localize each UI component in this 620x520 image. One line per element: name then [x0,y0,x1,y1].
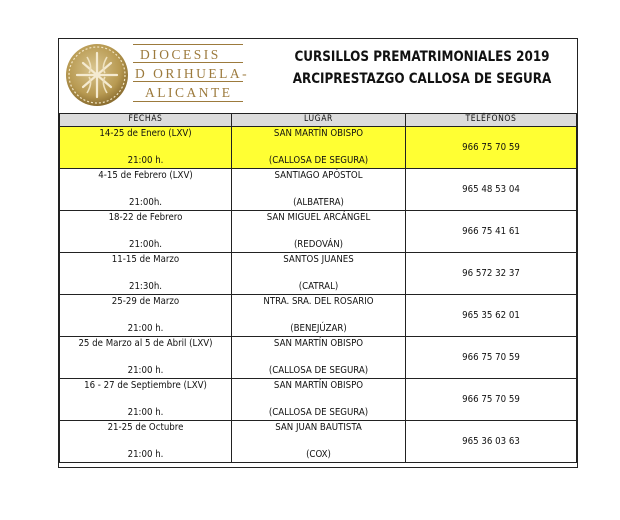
telefono-cell: 965 36 03 63 [406,421,577,463]
telefono-cell: 966 75 70 59 [406,127,577,169]
table-row [60,379,577,421]
header-telefonos: TELÉFONOS [406,114,577,127]
fecha-text: 18-22 de Febrero [108,212,183,223]
parroquia-text: SANTIAGO APÓSTOL [274,170,363,181]
header-lugar: LUGAR [232,114,406,127]
logo-line-1: DIOCESIS [140,47,221,62]
lugar-cell [232,211,406,253]
fecha-cell [60,337,232,379]
localidad-text: (COX) [306,449,331,460]
lugar-cell [232,253,406,295]
fecha-text: 25 de Marzo al 5 de Abril (LXV) [78,338,213,349]
lugar-cell [232,127,406,169]
telefono-cell: 965 35 62 01 [406,295,577,337]
localidad-text: (CALLOSA DE SEGURA) [268,365,369,376]
hora-text: 21:00 h. [127,323,164,334]
fecha-text: 4-15 de Febrero (LXV) [98,170,193,181]
logo-line-3: ALICANTE [145,85,233,100]
hora-text: 21:00 h. [127,407,164,418]
table-row [60,337,577,379]
fecha-cell [60,169,232,211]
table-row [60,127,577,169]
fecha-text: 16 - 27 de Septiembre (LXV) [84,380,207,391]
document-title [289,46,556,90]
localidad-text: (CATRAL) [298,281,339,292]
telefono-cell: 965 48 53 04 [406,169,577,211]
fecha-text: 21-25 de Octubre [107,422,184,433]
parroquia-text: SAN MARTÍN OBISPO [273,338,364,349]
localidad-text: (ALBATERA) [293,197,344,208]
fecha-text: 11-15 de Marzo [111,254,180,265]
header-fechas: FECHAS [60,114,232,127]
fecha-cell [60,421,232,463]
hora-text: 21:00h. [128,197,163,208]
parroquia-text: SAN MIGUEL ARCÁNGEL [266,212,371,223]
telefono-cell: 966 75 41 61 [406,211,577,253]
title-line-2: ARCIPRESTAZGO CALLOSA DE SEGURA [292,71,552,87]
table-row [60,421,577,463]
title-line-1: CURSILLOS PREMATRIMONIALES 2019 [294,49,550,65]
fecha-text: 25-29 de Marzo [111,296,180,307]
parroquia-text: SAN MARTÍN OBISPO [273,128,364,139]
table-row [60,211,577,253]
fecha-cell [60,127,232,169]
parroquia-text: NTRA. SRA. DEL ROSARIO [263,296,374,307]
document-sheet [58,38,578,468]
parroquia-text: SAN MARTÍN OBISPO [273,380,364,391]
diocese-emblem-icon [63,41,133,111]
localidad-text: (CALLOSA DE SEGURA) [268,155,369,166]
lugar-cell [232,421,406,463]
lugar-cell [232,169,406,211]
hora-text: 21:30h. [128,281,163,292]
telefono-cell: 96 572 32 37 [406,253,577,295]
hora-text: 21:00 h. [127,155,164,166]
fecha-cell [60,211,232,253]
hora-text: 21:00h. [128,239,163,250]
logo-line-2: D ORIHUELA- [135,66,250,81]
table-header-row [60,114,577,127]
table-row [60,295,577,337]
localidad-text: (CALLOSA DE SEGURA) [268,407,369,418]
lugar-cell [232,337,406,379]
lugar-cell [232,295,406,337]
parroquia-text: SAN JUAN BAUTISTA [275,422,362,433]
diocese-logo [63,41,250,111]
parroquia-text: SANTOS JUANES [283,254,354,265]
telefono-cell: 966 75 70 59 [406,337,577,379]
fecha-cell [60,295,232,337]
hora-text: 21:00 h. [127,449,164,460]
table-row [60,169,577,211]
table-row [60,253,577,295]
localidad-text: (REDOVÁN) [293,239,344,250]
hora-text: 21:00 h. [127,365,164,376]
schedule-table [59,113,577,463]
fecha-cell [60,253,232,295]
fecha-text: 14-25 de Enero (LXV) [99,128,192,139]
fecha-cell [60,379,232,421]
lugar-cell [232,379,406,421]
localidad-text: (BENEJÚZAR) [290,323,347,334]
telefono-cell: 966 75 70 59 [406,379,577,421]
